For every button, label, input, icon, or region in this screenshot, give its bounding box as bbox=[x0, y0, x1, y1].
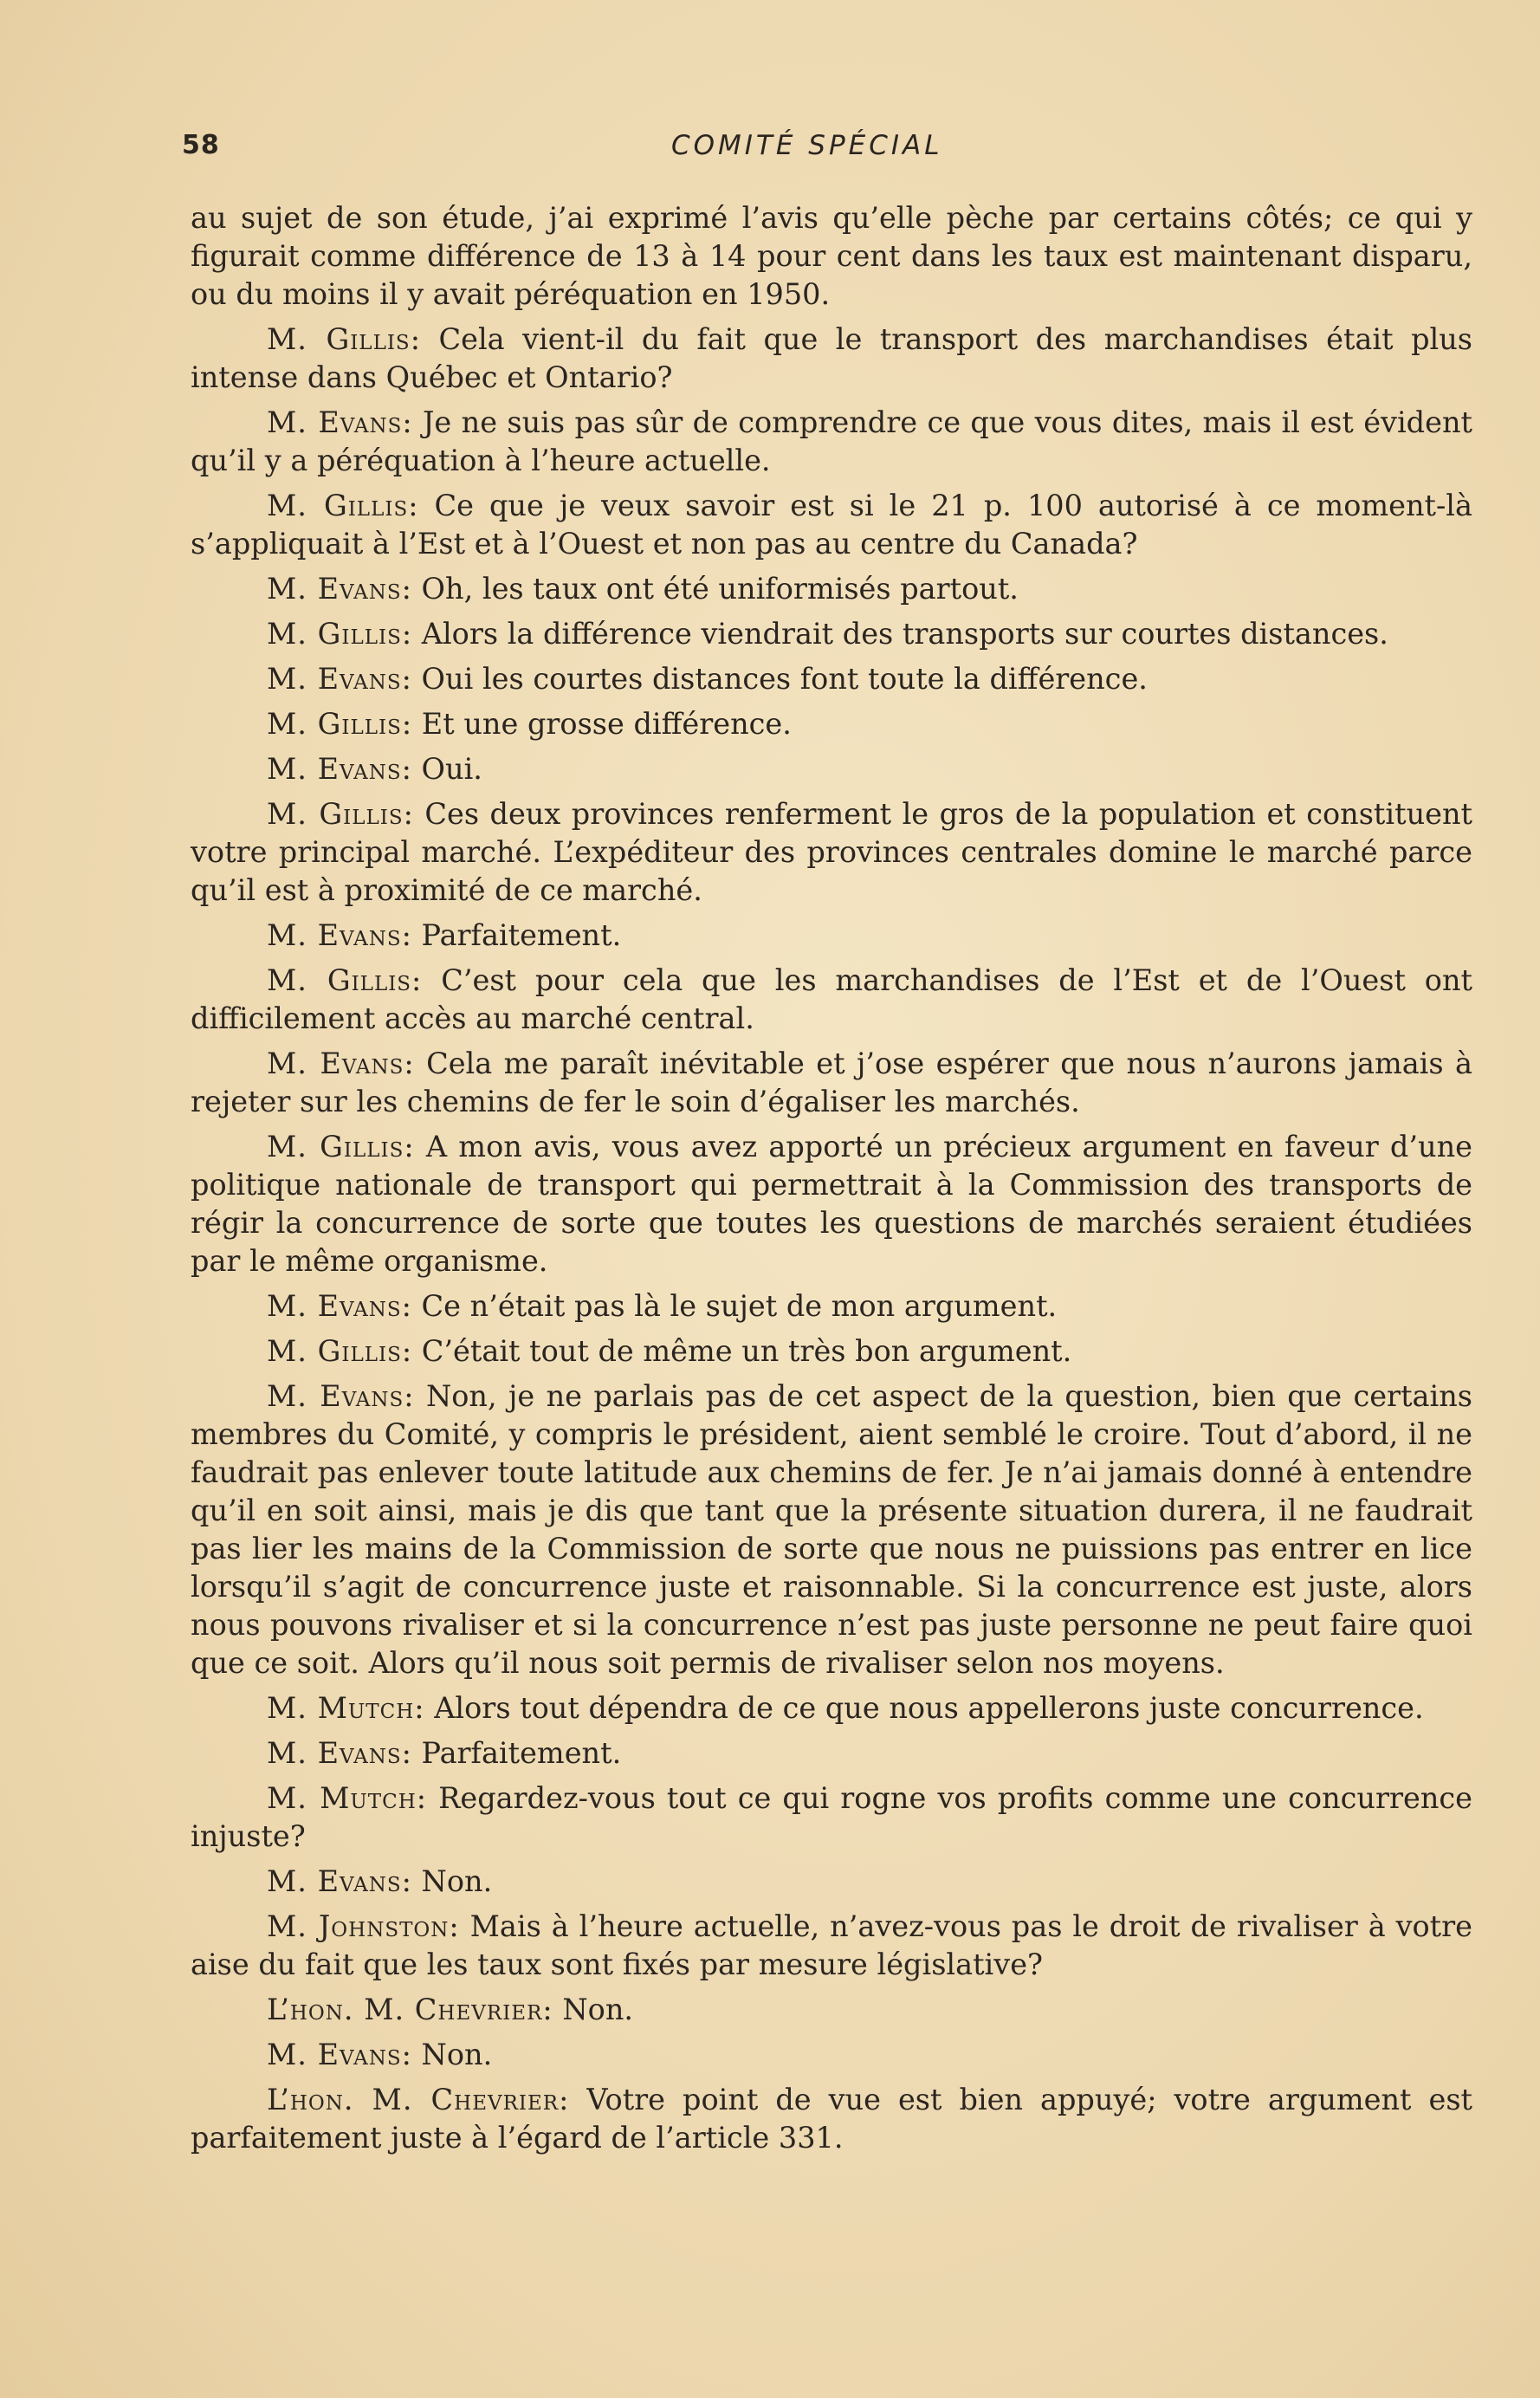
speaker-name: M. Gillis: bbox=[267, 707, 413, 741]
paragraph bbox=[191, 1128, 1472, 1280]
speaker-name: M. Evans: bbox=[267, 1289, 412, 1323]
paragraph-text: Alors tout dépendra de ce que nous appellerons juste concurrence. bbox=[424, 1691, 1424, 1725]
paragraph-text: au sujet de son étude, j’ai exprimé l’avis qu’elle pèche par certains côtés; ce qui y figurait comme différence de 13 à 14 pour cent dans les taux est maintenant disparu, ou du moins il y avait péréquation en 1950. bbox=[191, 201, 1472, 311]
paragraph bbox=[191, 1991, 1472, 2029]
speaker-name: L’hon. M. Chevrier: bbox=[267, 1993, 553, 2026]
paragraph bbox=[191, 1908, 1472, 1984]
paragraph bbox=[191, 660, 1472, 698]
speaker-name: M. Evans: bbox=[267, 405, 413, 439]
paragraph bbox=[191, 487, 1472, 563]
speaker-name: M. Evans: bbox=[267, 1736, 412, 1770]
paragraph-text: Oui. bbox=[411, 752, 482, 786]
paragraph-text: Mais à l’heure actuelle, n’avez-vous pas le droit de rivaliser à votre aise du fait que les taux sont fixés par mesure législative? bbox=[191, 1909, 1472, 1981]
paragraph bbox=[191, 1332, 1472, 1371]
speaker-name: M. Gillis: bbox=[267, 322, 421, 356]
paragraph bbox=[191, 1779, 1472, 1856]
paragraph bbox=[191, 321, 1472, 397]
speaker-name: M. Evans: bbox=[267, 1379, 415, 1413]
paragraph bbox=[191, 1734, 1472, 1773]
speaker-name: M. Gillis: bbox=[267, 489, 419, 522]
paragraph-text: Cela vient-il du fait que le transport des marchandises était plus intense dans Québec et Ontario? bbox=[191, 322, 1472, 394]
paragraph-text: Non. bbox=[411, 1864, 493, 1898]
paragraph-text: Votre point de vue est bien appuyé; votre argument est parfaitement juste à l’égard de l’article 331. bbox=[191, 2083, 1473, 2155]
paragraph bbox=[191, 1377, 1472, 1682]
paragraph bbox=[191, 199, 1472, 314]
paragraph bbox=[191, 705, 1472, 743]
speaker-name: M. Evans: bbox=[267, 752, 412, 786]
paragraph-text: Parfaitement. bbox=[411, 918, 622, 952]
paragraph bbox=[191, 1287, 1472, 1325]
paragraph bbox=[191, 570, 1472, 608]
paragraph-text: Non. bbox=[411, 2038, 493, 2071]
paragraph-text: A mon avis, vous avez apporté un précieux argument en faveur d’une politique nationale de transport qui permettrait à la Commission des transports de régir la concurrence de sorte que toutes les questions de marchés seraient étudiées par le même organisme. bbox=[191, 1130, 1472, 1278]
paragraph-text: Non. bbox=[553, 1993, 634, 2026]
paragraph-text: C’est pour cela que les marchandises de l’Est et de l’Ouest ont difficilement accès au marché central. bbox=[191, 963, 1472, 1035]
speaker-name: M. Johnston: bbox=[267, 1909, 460, 1943]
paragraph bbox=[191, 2081, 1472, 2157]
speaker-name: M. Gillis: bbox=[267, 963, 423, 997]
paragraph bbox=[191, 750, 1472, 788]
running-title: COMITÉ SPÉCIAL bbox=[671, 130, 943, 161]
speaker-name: M. Gillis: bbox=[267, 1334, 413, 1368]
speaker-name: M. Evans: bbox=[267, 918, 412, 952]
paragraph-text: Parfaitement. bbox=[411, 1736, 622, 1770]
speaker-name: M. Mutch: bbox=[267, 1691, 425, 1725]
speaker-name: L’hon. M. Chevrier: bbox=[267, 2083, 570, 2116]
paragraph bbox=[191, 2036, 1472, 2074]
paragraph bbox=[191, 962, 1472, 1038]
paragraph bbox=[191, 795, 1472, 910]
paragraph bbox=[191, 917, 1472, 955]
paragraph bbox=[191, 615, 1472, 653]
paragraph-text: Oui les courtes distances font toute la différence. bbox=[411, 662, 1148, 696]
paragraph-text: Ces deux provinces renferment le gros de la population et constituent votre principal marché. L’expéditeur des provinces centrales domine le marché parce qu’il est à proximité de ce marché. bbox=[191, 797, 1473, 907]
paragraph bbox=[191, 1689, 1472, 1727]
speaker-name: M. Evans: bbox=[267, 1047, 415, 1080]
paragraph-text: Alors la différence viendrait des transports sur courtes distances. bbox=[412, 617, 1388, 651]
speaker-name: M. Gillis: bbox=[267, 617, 413, 651]
paragraph bbox=[191, 1045, 1472, 1121]
speaker-name: M. Gillis: bbox=[267, 797, 414, 831]
paragraph-text: Je ne suis pas sûr de comprendre ce que vous dites, mais il est évident qu’il y a péréquation à l’heure actuelle. bbox=[191, 405, 1472, 477]
paragraph-text: Regardez-vous tout ce qui rogne vos profits comme une concurrence injuste? bbox=[191, 1781, 1472, 1853]
paragraph-text: Et une grosse différence. bbox=[412, 707, 792, 741]
paragraph-text: Cela me paraît inévitable et j’ose espérer que nous n’aurons jamais à rejeter sur les chemins de fer le soin d’égaliser les marchés. bbox=[191, 1047, 1472, 1118]
paragraph-text: C’était tout de même un très bon argument. bbox=[412, 1334, 1072, 1368]
speaker-name: M. Evans: bbox=[267, 662, 412, 696]
paragraph-text: Non, je ne parlais pas de cet aspect de la question, bien que certains membres du Comité, y compris le président, aient semblé le croire. Tout d’abord, il ne faudrait pas enlever toute latitude aux chemins de fer. Je n’ai jamais donné à entendre qu’il en soit ainsi, mais je dis que tant que la présente situation durera, il ne faudrait pas lier les mains de la Commission de sorte que nous ne puissions pas entrer en lice lorsqu’il s’agit de concurrence juste et raisonnable. Si la concurrence est juste, alors nous pouvons rivaliser et si la concurrence n’est pas juste personne ne peut faire quoi que ce soit. Alors qu’il nous soit permis de rivaliser selon nos moyens. bbox=[191, 1379, 1472, 1680]
paragraph bbox=[191, 1863, 1472, 1901]
transcript-body bbox=[191, 199, 1472, 2164]
paragraph-text: Ce que je veux savoir est si le 21 p. 100 autorisé à ce moment-là s’appliquait à l’Est et à l’Ouest et non pas au centre du Canada? bbox=[191, 489, 1472, 561]
speaker-name: M. Mutch: bbox=[267, 1781, 428, 1815]
paragraph-text: Ce n’était pas là le sujet de mon argument. bbox=[411, 1289, 1058, 1323]
speaker-name: M. Evans: bbox=[267, 1864, 412, 1898]
page-number: 58 bbox=[182, 130, 220, 160]
speaker-name: M. Evans: bbox=[267, 572, 412, 606]
paragraph bbox=[191, 404, 1472, 480]
speaker-name: M. Gillis: bbox=[267, 1130, 415, 1163]
paragraph-text: Oh, les taux ont été uniformisés partout. bbox=[411, 572, 1019, 606]
speaker-name: M. Evans: bbox=[267, 2038, 412, 2071]
running-head bbox=[173, 130, 1472, 173]
